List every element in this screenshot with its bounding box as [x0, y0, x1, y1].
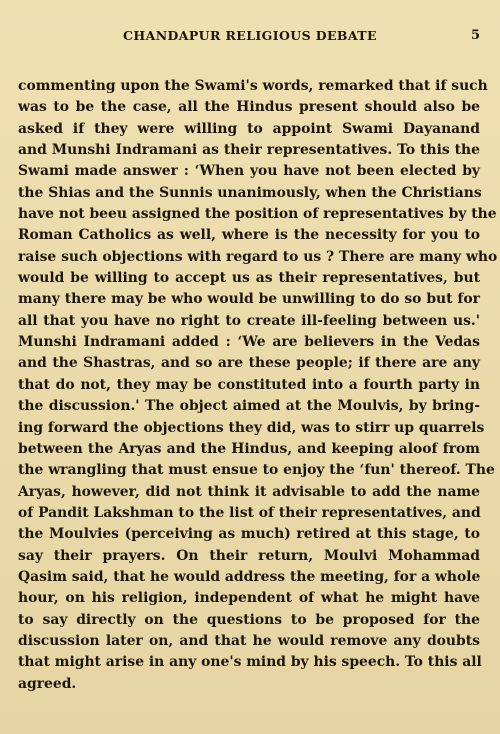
text-line: hour, on his religion, independent of what he might have [18, 590, 480, 607]
text-line: the Shias and the Sunnis unanimously, when the Christians [18, 184, 482, 201]
body-paragraph [18, 76, 498, 695]
text-line: was to be the case, all the Hindus present should also be [18, 99, 480, 116]
text-line: and the Shastras, and so are these people; if there are any [18, 355, 480, 372]
text-line: that might arise in any one's mind by his speech. To this all [18, 654, 482, 671]
text-line: between the Aryas and the Hindus, and keeping aloof from [18, 440, 480, 457]
text-line: that do not, they may be constituted into a fourth party in [18, 376, 480, 393]
text-line: say their prayers. On their return, Moulvi Mohammad [18, 547, 480, 564]
text-line: the wrangling that must ensue to enjoy the ‘fun' thereof. The [18, 462, 495, 479]
text-line: asked if they were willing to appoint Swami Dayanand [18, 120, 480, 137]
page-header [0, 28, 500, 50]
text-line: commenting upon the Swami's words, remarked that if such [18, 78, 488, 94]
text-line: Swami made answer : ‘When you have not been elected by [18, 163, 480, 180]
text-line: raise such objections with regard to us ? There are many who [18, 248, 498, 265]
text-line: ing forward the objections they did, was to stirr up quarrels [18, 419, 485, 436]
text-line: of Pandit Lakshman to the list of their representatives, and [18, 504, 481, 521]
text-line: Roman Catholics as well, where is the necessity for you to [18, 227, 480, 244]
text-line: Munshi Indramani added : ‘We are believers in the Vedas [18, 334, 480, 351]
text-line: many there may be who would be unwilling to do so but for [18, 291, 480, 308]
text-line: the Moulvies (perceiving as much) retired at this stage, to [18, 526, 480, 543]
running-title: CHANDAPUR RELIGIOUS DEBATE [123, 28, 377, 43]
text-line: discussion later on, and that he would remove any doubts [18, 632, 480, 649]
text-line: all that you have no right to create ill-feeling between us.' [18, 312, 480, 329]
text-line: have not beeu assigned the position of representatives by the [18, 206, 497, 223]
text-line: Aryas, however, did not think it advisable to add the name [18, 483, 480, 500]
text-line: would be willing to accept us as their representatives, but [18, 270, 480, 287]
text-line: Qasim said, that he would address the meeting, for a whole [18, 568, 481, 585]
text-line: and Munshi Indramani as their representatives. To this the [18, 142, 480, 159]
text-line: the discussion.' The object aimed at the Moulvis, by bring- [18, 398, 480, 415]
text-line: to say directly on the questions to be proposed for the [18, 611, 480, 628]
page-number: 5 [470, 28, 480, 43]
text-line: agreed. [18, 675, 77, 692]
